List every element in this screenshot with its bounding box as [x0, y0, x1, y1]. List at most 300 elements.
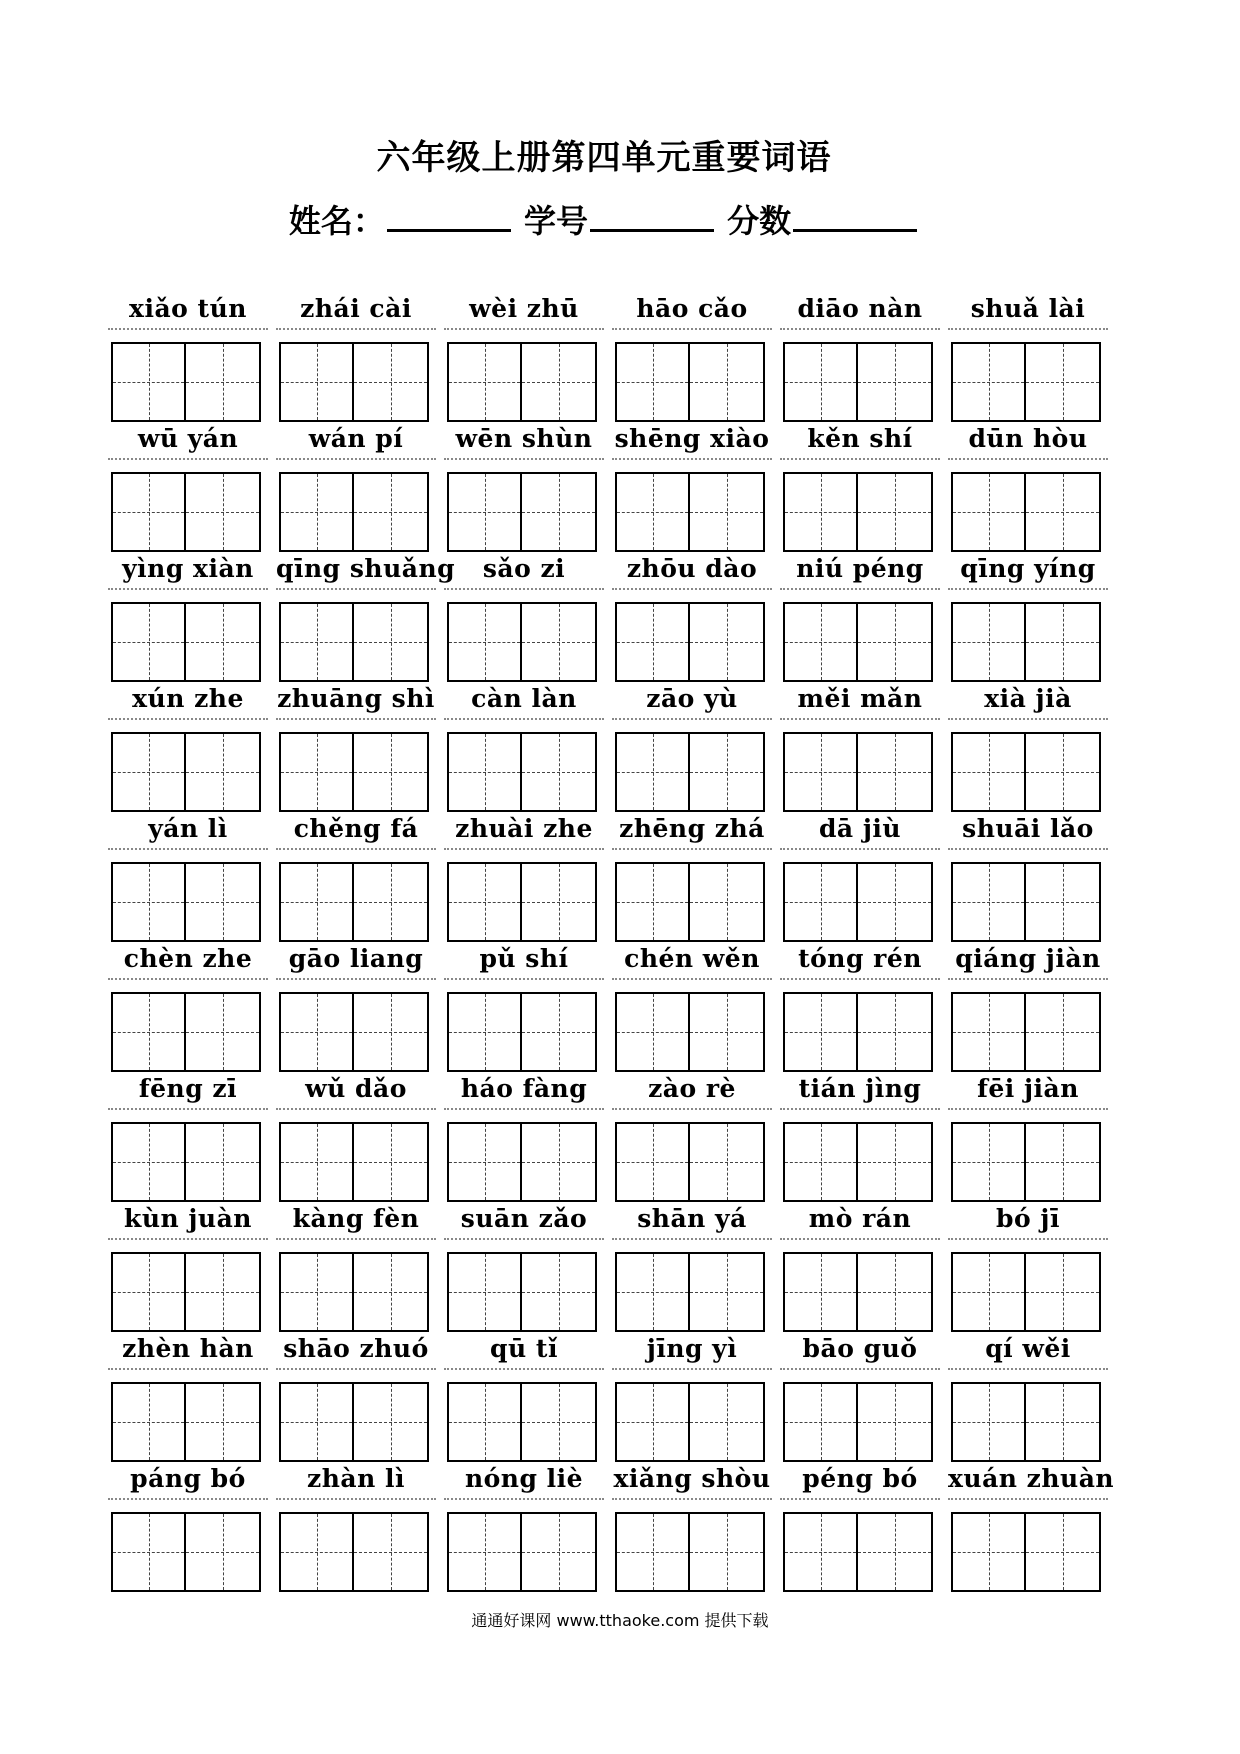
pinyin-label: wēn shùn: [444, 424, 604, 460]
character-square[interactable]: [449, 1384, 522, 1460]
guide-line-horizontal: [953, 382, 1024, 383]
pinyin-label: háo fàng: [444, 1074, 604, 1110]
pinyin-label: xiǎo tún: [108, 294, 268, 330]
character-square[interactable]: [354, 1124, 427, 1200]
writing-box[interactable]: [447, 862, 597, 942]
character-square[interactable]: [858, 864, 931, 940]
character-square[interactable]: [953, 1384, 1026, 1460]
pinyin-label: qí wěi: [948, 1334, 1108, 1370]
character-square[interactable]: [858, 1514, 931, 1590]
guide-line-horizontal: [953, 1422, 1024, 1423]
guide-line-horizontal: [113, 1422, 184, 1423]
guide-line-horizontal: [1026, 1032, 1099, 1033]
character-square[interactable]: [785, 474, 858, 550]
guide-line-horizontal: [617, 1422, 688, 1423]
writing-box[interactable]: [951, 1512, 1101, 1592]
guide-line-horizontal: [858, 772, 931, 773]
character-square[interactable]: [858, 994, 931, 1070]
guide-line-horizontal: [785, 1032, 856, 1033]
character-square[interactable]: [785, 734, 858, 810]
character-square[interactable]: [1026, 1124, 1099, 1200]
guide-line-horizontal: [522, 1162, 595, 1163]
writing-box[interactable]: [783, 992, 933, 1072]
pinyin-label: xuán zhuàn: [948, 1464, 1108, 1500]
pinyin-label: qīng shuǎng: [276, 554, 436, 590]
guide-line-horizontal: [690, 382, 763, 383]
character-square[interactable]: [281, 1384, 354, 1460]
writing-box[interactable]: [615, 1382, 765, 1462]
character-square[interactable]: [785, 1124, 858, 1200]
guide-line-horizontal: [281, 1162, 352, 1163]
character-square[interactable]: [1026, 994, 1099, 1070]
guide-line-horizontal: [785, 642, 856, 643]
pinyin-label: yìng xiàn: [108, 554, 268, 590]
character-square[interactable]: [113, 1254, 186, 1330]
writing-box[interactable]: [783, 342, 933, 422]
character-square[interactable]: [858, 1384, 931, 1460]
character-square[interactable]: [113, 1124, 186, 1200]
character-square[interactable]: [354, 1384, 427, 1460]
guide-line-horizontal: [785, 1292, 856, 1293]
character-square[interactable]: [186, 1124, 259, 1200]
page-title: 六年级上册第四单元重要词语: [376, 138, 832, 178]
writing-box[interactable]: [447, 1122, 597, 1202]
character-square[interactable]: [522, 864, 595, 940]
writing-box[interactable]: [615, 732, 765, 812]
guide-line-horizontal: [522, 642, 595, 643]
character-square[interactable]: [858, 474, 931, 550]
character-square[interactable]: [690, 1384, 763, 1460]
guide-line-horizontal: [617, 1162, 688, 1163]
pinyin-label: bó jī: [948, 1204, 1108, 1240]
character-square[interactable]: [449, 864, 522, 940]
character-square[interactable]: [690, 1254, 763, 1330]
writing-box[interactable]: [111, 1512, 261, 1592]
character-square[interactable]: [785, 1254, 858, 1330]
writing-box[interactable]: [447, 1252, 597, 1332]
guide-line-horizontal: [1026, 512, 1099, 513]
character-square[interactable]: [449, 474, 522, 550]
guide-line-horizontal: [354, 902, 427, 903]
writing-box[interactable]: [951, 342, 1101, 422]
character-square[interactable]: [281, 344, 354, 420]
guide-line-horizontal: [785, 772, 856, 773]
character-square[interactable]: [281, 994, 354, 1070]
pinyin-label: páng bó: [108, 1464, 268, 1500]
guide-line-horizontal: [113, 1292, 184, 1293]
guide-line-horizontal: [113, 902, 184, 903]
guide-line-horizontal: [690, 1292, 763, 1293]
guide-line-horizontal: [186, 642, 259, 643]
character-square[interactable]: [522, 734, 595, 810]
writing-box[interactable]: [111, 602, 261, 682]
character-square[interactable]: [186, 474, 259, 550]
pinyin-label: tián jìng: [780, 1074, 940, 1110]
guide-line-horizontal: [449, 642, 520, 643]
character-square[interactable]: [522, 1254, 595, 1330]
character-square[interactable]: [785, 994, 858, 1070]
writing-box[interactable]: [951, 1382, 1101, 1462]
pinyin-label: shān yá: [612, 1204, 772, 1240]
writing-box[interactable]: [279, 1512, 429, 1592]
writing-box[interactable]: [615, 862, 765, 942]
character-square[interactable]: [449, 994, 522, 1070]
pinyin-label: shuāi lǎo: [948, 814, 1108, 850]
writing-box[interactable]: [447, 732, 597, 812]
guide-line-horizontal: [953, 902, 1024, 903]
character-square[interactable]: [1026, 1254, 1099, 1330]
writing-box[interactable]: [783, 1252, 933, 1332]
character-square[interactable]: [1026, 344, 1099, 420]
character-square[interactable]: [281, 864, 354, 940]
guide-line-horizontal: [690, 902, 763, 903]
pinyin-label: kùn juàn: [108, 1204, 268, 1240]
pinyin-label: zāo yù: [612, 684, 772, 720]
character-square[interactable]: [690, 734, 763, 810]
writing-box[interactable]: [615, 1252, 765, 1332]
character-square[interactable]: [953, 864, 1026, 940]
writing-box[interactable]: [951, 1252, 1101, 1332]
writing-box[interactable]: [111, 862, 261, 942]
writing-box[interactable]: [615, 992, 765, 1072]
pinyin-label: xiǎng shòu: [612, 1464, 772, 1500]
character-square[interactable]: [953, 994, 1026, 1070]
character-square[interactable]: [1026, 864, 1099, 940]
pinyin-label: zhuāng shì: [276, 684, 436, 720]
pinyin-label: chěng fá: [276, 814, 436, 850]
guide-line-horizontal: [858, 1552, 931, 1553]
guide-line-horizontal: [113, 512, 184, 513]
character-square[interactable]: [186, 994, 259, 1070]
pinyin-label: péng bó: [780, 1464, 940, 1500]
pinyin-label: niú péng: [780, 554, 940, 590]
writing-box[interactable]: [279, 1382, 429, 1462]
character-square[interactable]: [281, 1254, 354, 1330]
pinyin-label: yán lì: [108, 814, 268, 850]
guide-line-horizontal: [617, 1292, 688, 1293]
writing-box[interactable]: [951, 472, 1101, 552]
writing-box[interactable]: [783, 1122, 933, 1202]
guide-line-horizontal: [1026, 642, 1099, 643]
guide-line-horizontal: [953, 1162, 1024, 1163]
character-square[interactable]: [1026, 474, 1099, 550]
character-square[interactable]: [617, 604, 690, 680]
character-square[interactable]: [113, 474, 186, 550]
character-square[interactable]: [1026, 604, 1099, 680]
guide-line-horizontal: [281, 1422, 352, 1423]
character-square[interactable]: [113, 994, 186, 1070]
guide-line-horizontal: [690, 642, 763, 643]
guide-line-horizontal: [354, 1552, 427, 1553]
writing-box[interactable]: [783, 1512, 933, 1592]
character-square[interactable]: [354, 864, 427, 940]
character-square[interactable]: [953, 1254, 1026, 1330]
character-square[interactable]: [522, 1514, 595, 1590]
character-square[interactable]: [186, 1514, 259, 1590]
pinyin-label: zhèn hàn: [108, 1334, 268, 1370]
character-square[interactable]: [690, 1124, 763, 1200]
character-square[interactable]: [953, 1514, 1026, 1590]
writing-box[interactable]: [447, 602, 597, 682]
character-square[interactable]: [953, 734, 1026, 810]
character-square[interactable]: [281, 734, 354, 810]
character-square[interactable]: [354, 344, 427, 420]
character-square[interactable]: [522, 1384, 595, 1460]
character-square[interactable]: [858, 604, 931, 680]
character-square[interactable]: [953, 344, 1026, 420]
character-square[interactable]: [281, 474, 354, 550]
guide-line-horizontal: [354, 1162, 427, 1163]
guide-line-horizontal: [690, 1162, 763, 1163]
pinyin-label: wū yán: [108, 424, 268, 460]
guide-line-horizontal: [690, 512, 763, 513]
pinyin-label: shāo zhuó: [276, 1334, 436, 1370]
guide-line-horizontal: [953, 1032, 1024, 1033]
pinyin-label: wèi zhū: [444, 294, 604, 330]
character-square[interactable]: [617, 1514, 690, 1590]
character-square[interactable]: [690, 474, 763, 550]
character-square[interactable]: [690, 1514, 763, 1590]
guide-line-horizontal: [785, 512, 856, 513]
character-square[interactable]: [522, 604, 595, 680]
character-square[interactable]: [449, 1254, 522, 1330]
guide-line-horizontal: [617, 1032, 688, 1033]
guide-line-horizontal: [858, 512, 931, 513]
character-square[interactable]: [522, 474, 595, 550]
character-square[interactable]: [617, 864, 690, 940]
writing-box[interactable]: [111, 472, 261, 552]
guide-line-horizontal: [113, 772, 184, 773]
character-square[interactable]: [617, 1384, 690, 1460]
character-square[interactable]: [785, 1384, 858, 1460]
writing-box[interactable]: [447, 1512, 597, 1592]
character-square[interactable]: [617, 734, 690, 810]
character-square[interactable]: [113, 1514, 186, 1590]
character-square[interactable]: [522, 994, 595, 1070]
character-square[interactable]: [617, 1254, 690, 1330]
character-square[interactable]: [113, 864, 186, 940]
character-square[interactable]: [953, 604, 1026, 680]
guide-line-horizontal: [690, 1422, 763, 1423]
pinyin-label: gāo liang: [276, 944, 436, 980]
guide-line-horizontal: [690, 772, 763, 773]
character-square[interactable]: [953, 1124, 1026, 1200]
guide-line-horizontal: [522, 1422, 595, 1423]
writing-box[interactable]: [279, 342, 429, 422]
writing-box[interactable]: [447, 992, 597, 1072]
writing-box[interactable]: [951, 862, 1101, 942]
writing-box[interactable]: [111, 732, 261, 812]
guide-line-horizontal: [617, 642, 688, 643]
writing-box[interactable]: [279, 472, 429, 552]
writing-box[interactable]: [279, 1252, 429, 1332]
character-square[interactable]: [113, 604, 186, 680]
pinyin-label: jīng yì: [612, 1334, 772, 1370]
writing-box[interactable]: [279, 732, 429, 812]
character-square[interactable]: [690, 994, 763, 1070]
guide-line-horizontal: [953, 1552, 1024, 1553]
writing-box[interactable]: [447, 1382, 597, 1462]
guide-line-horizontal: [281, 1032, 352, 1033]
guide-line-horizontal: [113, 1162, 184, 1163]
character-square[interactable]: [113, 344, 186, 420]
guide-line-horizontal: [186, 1422, 259, 1423]
guide-line-horizontal: [1026, 772, 1099, 773]
character-square[interactable]: [785, 1514, 858, 1590]
writing-box[interactable]: [951, 602, 1101, 682]
guide-line-horizontal: [1026, 902, 1099, 903]
guide-line-horizontal: [1026, 1162, 1099, 1163]
writing-box[interactable]: [279, 862, 429, 942]
character-square[interactable]: [354, 994, 427, 1070]
guide-line-horizontal: [113, 642, 184, 643]
writing-box[interactable]: [951, 732, 1101, 812]
guide-line-horizontal: [1026, 1292, 1099, 1293]
pinyin-label: mò rán: [780, 1204, 940, 1240]
writing-box[interactable]: [783, 732, 933, 812]
character-square[interactable]: [858, 734, 931, 810]
guide-line-horizontal: [354, 1422, 427, 1423]
guide-line-horizontal: [617, 512, 688, 513]
writing-box[interactable]: [615, 602, 765, 682]
character-square[interactable]: [522, 1124, 595, 1200]
character-square[interactable]: [449, 344, 522, 420]
character-square[interactable]: [1026, 734, 1099, 810]
character-square[interactable]: [617, 474, 690, 550]
writing-box[interactable]: [783, 862, 933, 942]
character-square[interactable]: [858, 344, 931, 420]
character-square[interactable]: [354, 604, 427, 680]
character-square[interactable]: [522, 344, 595, 420]
character-square[interactable]: [186, 344, 259, 420]
guide-line-horizontal: [281, 642, 352, 643]
character-square[interactable]: [354, 1254, 427, 1330]
writing-box[interactable]: [615, 1512, 765, 1592]
pinyin-label: zào rè: [612, 1074, 772, 1110]
character-square[interactable]: [858, 1254, 931, 1330]
pinyin-label: pǔ shí: [444, 944, 604, 980]
character-square[interactable]: [1026, 1384, 1099, 1460]
pinyin-label: sǎo zi: [444, 554, 604, 590]
id-label: 学号: [523, 202, 588, 240]
pinyin-label: qū tǐ: [444, 1334, 604, 1370]
writing-box[interactable]: [447, 342, 597, 422]
pinyin-label: zhēng zhá: [612, 814, 772, 850]
guide-line-horizontal: [186, 772, 259, 773]
writing-box[interactable]: [615, 1122, 765, 1202]
guide-line-horizontal: [1026, 1422, 1099, 1423]
guide-line-horizontal: [617, 902, 688, 903]
guide-line-horizontal: [449, 1552, 520, 1553]
writing-box[interactable]: [783, 1382, 933, 1462]
character-square[interactable]: [858, 1124, 931, 1200]
character-square[interactable]: [785, 604, 858, 680]
character-square[interactable]: [354, 1514, 427, 1590]
pinyin-label: xià jià: [948, 684, 1108, 720]
score-label: 分数: [727, 202, 792, 240]
guide-line-horizontal: [354, 512, 427, 513]
character-square[interactable]: [690, 864, 763, 940]
writing-box[interactable]: [783, 472, 933, 552]
writing-box[interactable]: [279, 602, 429, 682]
writing-box[interactable]: [615, 472, 765, 552]
guide-line-horizontal: [522, 902, 595, 903]
pinyin-label: diāo nàn: [780, 294, 940, 330]
character-square[interactable]: [449, 604, 522, 680]
guide-line-horizontal: [186, 1292, 259, 1293]
character-square[interactable]: [449, 734, 522, 810]
writing-box[interactable]: [279, 1122, 429, 1202]
pinyin-label: chén wěn: [612, 944, 772, 980]
character-square[interactable]: [186, 1254, 259, 1330]
guide-line-horizontal: [858, 1032, 931, 1033]
character-square[interactable]: [186, 1384, 259, 1460]
guide-line-horizontal: [785, 1422, 856, 1423]
guide-line-horizontal: [113, 1032, 184, 1033]
guide-line-horizontal: [113, 382, 184, 383]
guide-line-horizontal: [522, 512, 595, 513]
character-square[interactable]: [186, 734, 259, 810]
pinyin-label: qiáng jiàn: [948, 944, 1108, 980]
character-square[interactable]: [690, 604, 763, 680]
character-square[interactable]: [186, 864, 259, 940]
footer-credit: 通通好课网 www.tthaoke.com 提供下载: [471, 1611, 769, 1630]
guide-line-horizontal: [354, 1032, 427, 1033]
writing-box[interactable]: [111, 1122, 261, 1202]
character-square[interactable]: [1026, 1514, 1099, 1590]
writing-box[interactable]: [951, 992, 1101, 1072]
character-square[interactable]: [617, 344, 690, 420]
character-square[interactable]: [354, 474, 427, 550]
guide-line-horizontal: [449, 1032, 520, 1033]
writing-box[interactable]: [111, 1252, 261, 1332]
guide-line-horizontal: [281, 382, 352, 383]
writing-box[interactable]: [111, 992, 261, 1072]
character-square[interactable]: [186, 604, 259, 680]
guide-line-horizontal: [186, 382, 259, 383]
pinyin-label: càn làn: [444, 684, 604, 720]
character-square[interactable]: [113, 1384, 186, 1460]
guide-line-horizontal: [186, 512, 259, 513]
character-square[interactable]: [281, 604, 354, 680]
character-square[interactable]: [690, 344, 763, 420]
writing-box[interactable]: [111, 1382, 261, 1462]
character-square[interactable]: [449, 1124, 522, 1200]
guide-line-horizontal: [858, 1162, 931, 1163]
writing-box[interactable]: [111, 342, 261, 422]
guide-line-horizontal: [186, 1552, 259, 1553]
character-square[interactable]: [281, 1514, 354, 1590]
character-square[interactable]: [785, 344, 858, 420]
writing-box[interactable]: [447, 472, 597, 552]
character-square[interactable]: [354, 734, 427, 810]
writing-box[interactable]: [951, 1122, 1101, 1202]
pinyin-label: wǔ dǎo: [276, 1074, 436, 1110]
writing-box[interactable]: [279, 992, 429, 1072]
character-square[interactable]: [617, 1124, 690, 1200]
character-square[interactable]: [785, 864, 858, 940]
guide-line-horizontal: [858, 1422, 931, 1423]
character-square[interactable]: [617, 994, 690, 1070]
character-square[interactable]: [953, 474, 1026, 550]
writing-box[interactable]: [783, 602, 933, 682]
writing-box[interactable]: [615, 342, 765, 422]
character-square[interactable]: [113, 734, 186, 810]
guide-line-horizontal: [281, 1292, 352, 1293]
character-square[interactable]: [449, 1514, 522, 1590]
pinyin-label: zhái cài: [276, 294, 436, 330]
character-square[interactable]: [281, 1124, 354, 1200]
